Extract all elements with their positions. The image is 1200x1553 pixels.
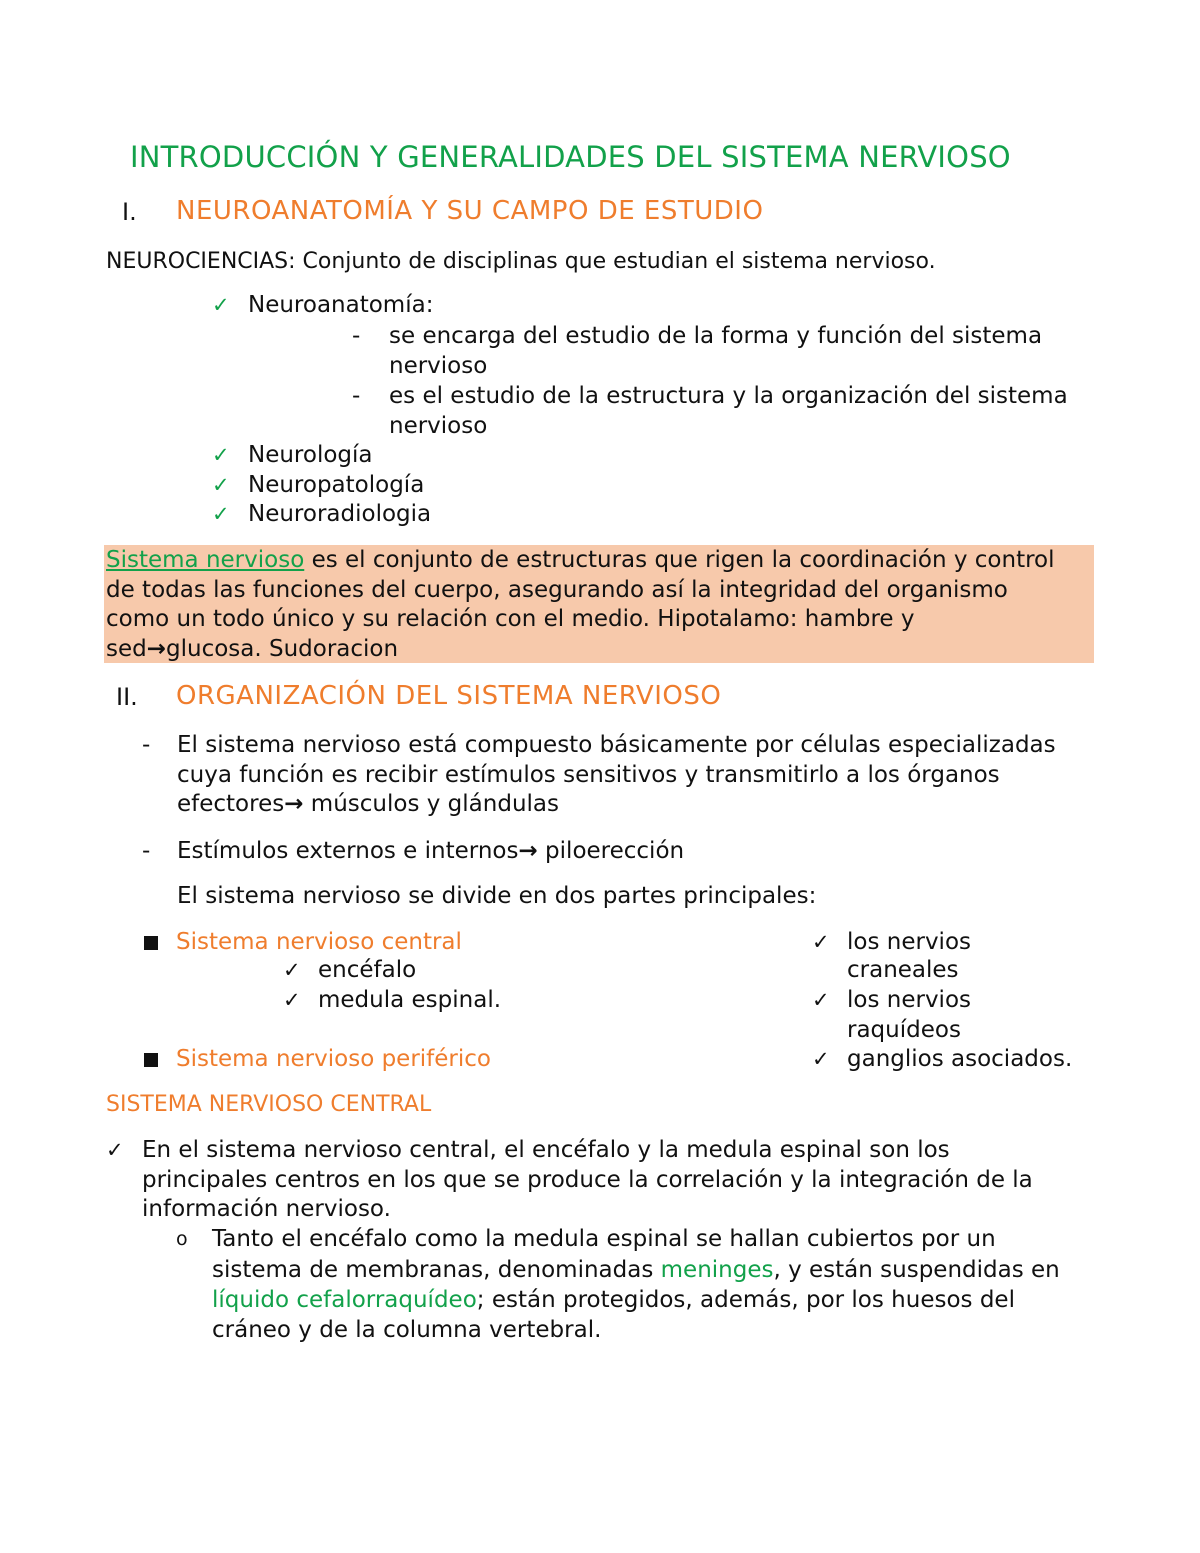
org-bullet-1-line-1: El sistema nervioso está compuesto básicamente por células especializadas [177, 732, 1056, 758]
dash-bullet: - [142, 838, 151, 864]
check-icon: ✓ [283, 988, 301, 1012]
sub-item-2-line-2: nervioso [389, 413, 488, 439]
org-bullet-1-line-2: cuya función es recibir estímulos sensitivos y transmitirlo a los órganos [177, 762, 1000, 788]
sub-item-1-line-1: se encarga del estudio de la forma y función del sistema [389, 323, 1043, 349]
snc-label: Sistema nervioso central [176, 929, 462, 955]
dash-bullet: - [352, 323, 361, 349]
sub-item-2-line-1: es el estudio de la estructura y la organización del sistema [389, 383, 1068, 409]
org-bullet-2-b: piloerección [537, 838, 685, 864]
definition-line-4-a: sed [106, 636, 147, 662]
page-title: INTRODUCCIÓN Y GENERALIDADES DEL SISTEMA NERVIOSO [130, 140, 1011, 174]
definition-line-3: como un todo único y su relación con el medio. Hipotalamo: hambre y [106, 606, 915, 632]
snc-sub-line-2-a: sistema de membranas, denominadas [212, 1257, 661, 1283]
divide-intro: El sistema nervioso se divide en dos partes principales: [177, 883, 817, 909]
nervios-craneales-line-1: los nervios [847, 929, 971, 955]
check-icon: ✓ [212, 473, 230, 497]
check-icon: ✓ [212, 443, 230, 467]
snc-sub-line-1: Tanto el encéfalo como la medula espinal se hallan cubiertos por un [212, 1226, 996, 1252]
snc-sub-line-3 [212, 1285, 1015, 1315]
check-icon: ✓ [212, 502, 230, 526]
circle-bullet-icon: o [176, 1228, 188, 1250]
arrow-icon: → [284, 791, 304, 817]
check-icon: ✓ [812, 1047, 830, 1071]
medula-item: medula espinal. [318, 987, 502, 1013]
org-bullet-1-line-3-b: músculos y glándulas [303, 791, 559, 817]
org-bullet-1-line-3-a: efectores [177, 791, 285, 817]
list-item-neuroanatomia: Neuroanatomía: [248, 292, 434, 318]
snc-paragraph-line-3: información nervioso. [142, 1196, 391, 1222]
definition-line-2: de todas las funciones del cuerpo, asegurando así la integridad del organismo [106, 577, 1008, 603]
list-item-neuroradiologia: Neuroradiologia [248, 501, 432, 527]
arrow-icon: → [518, 838, 538, 864]
check-icon: ✓ [812, 988, 830, 1012]
org-bullet-2-a: Estímulos externos e internos [177, 838, 519, 864]
snc-sub-line-2-b: , y están suspendidas en [773, 1257, 1060, 1283]
nervios-raquideos-line-2: raquídeos [847, 1017, 961, 1043]
snc-sub-line-4: cráneo y de la columna vertebral. [212, 1317, 602, 1343]
snc-sub-line-2 [212, 1255, 1060, 1285]
check-icon: ✓ [812, 930, 830, 954]
org-bullet-2 [177, 836, 684, 866]
section-2-heading: ORGANIZACIÓN DEL SISTEMA NERVIOSO [176, 681, 722, 711]
dash-bullet: - [142, 732, 151, 758]
list-item-neuropatologia: Neuropatología [248, 472, 425, 498]
nervios-raquideos-line-1: los nervios [847, 987, 971, 1013]
list-item-neurologia: Neurología [248, 442, 373, 468]
check-icon: ✓ [106, 1138, 124, 1162]
liquido-term: líquido cefalorraquídeo [212, 1287, 477, 1313]
section-1-numeral: I. [122, 198, 137, 226]
neurociencias-definition: NEUROCIENCIAS: Conjunto de disciplinas que estudian el sistema nervioso. [106, 249, 936, 274]
snp-label: Sistema nervioso periférico [176, 1046, 491, 1072]
definition-line-1-text: es el conjunto de estructuras que rigen la coordinación y control [304, 547, 1055, 573]
definition-line-4-b: glucosa. Sudoracion [166, 636, 399, 662]
definition-line-1 [106, 545, 1055, 575]
square-bullet-icon [144, 935, 158, 954]
section-2-numeral: II. [116, 683, 138, 711]
snc-sub-line-3-b: ; están protegidos, además, por los huesos del [476, 1287, 1015, 1313]
arrow-icon: → [146, 636, 167, 662]
check-icon: ✓ [212, 293, 230, 317]
sub-item-1-line-2: nervioso [389, 353, 488, 379]
definition-line-4 [106, 634, 398, 664]
ganglios-item: ganglios asociados. [847, 1046, 1073, 1072]
section-1-heading: NEUROANATOMÍA Y SU CAMPO DE ESTUDIO [176, 196, 764, 226]
square-bullet-icon [144, 1052, 158, 1071]
snc-paragraph-line-1: En el sistema nervioso central, el encéfalo y la medula espinal son los [142, 1137, 950, 1163]
meninges-term: meninges [660, 1257, 774, 1283]
dash-bullet: - [352, 383, 361, 409]
definition-term: Sistema nervioso [106, 547, 305, 573]
check-icon: ✓ [283, 958, 301, 982]
encefalo-item: encéfalo [318, 957, 417, 983]
nervios-craneales-line-2: craneales [847, 957, 959, 983]
org-bullet-1-line-3 [177, 789, 559, 819]
snc-heading: SISTEMA NERVIOSO CENTRAL [106, 1092, 432, 1117]
snc-paragraph-line-2: principales centros en los que se produce la correlación y la integración de la [142, 1167, 1033, 1193]
